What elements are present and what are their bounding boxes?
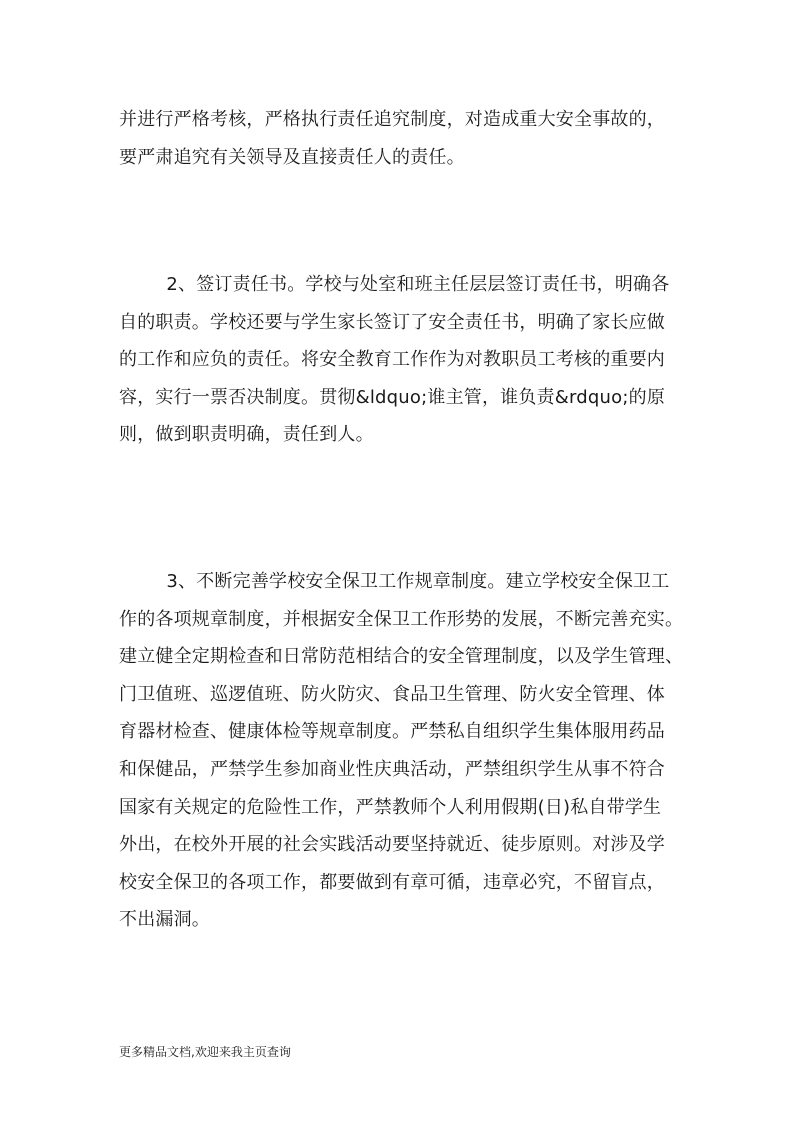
text-line: 并进行严格考核，严格执行责任追究制度，对造成重大安全事故的， <box>119 109 665 130</box>
text-line: 3、不断完善学校安全保卫工作规章制度。建立学校安全保卫工 <box>119 571 670 592</box>
text-line: 建立健全定期检查和日常防范相结合的安全管理制度，以及学生管理、 <box>119 646 684 668</box>
text-line: 外出，在校外开展的社会实践活动要坚持就近、徒步原则。对涉及学 <box>119 834 665 856</box>
text-line: 自的职责。学校还要与学生家长签订了安全责任书，明确了家长应做 <box>119 311 665 333</box>
text-line: 2、签订责任书。学校与处室和班主任层层签订责任书，明确各 <box>119 274 670 295</box>
text-line: 门卫值班、巡逻值班、防火防灾、食品卫生管理、防火安全管理、体 <box>119 683 665 705</box>
text-line: 要严肃追究有关领导及直接责任人的责任。 <box>119 146 465 168</box>
text-line: 育器材检查、健康体检等规章制度。严禁私自组织学生集体服用药品 <box>119 721 665 743</box>
text-line: 校安全保卫的各项工作，都要做到有章可循，违章必究，不留盲点， <box>119 871 665 893</box>
text-line: 国家有关规定的危险性工作，严禁教师个人利用假期(日)私自带学生 <box>119 796 662 818</box>
text-line: 则，做到职责明确，责任到人。 <box>119 424 374 446</box>
text-line: 容，实行一票否决制度。贯彻&ldquo;谁主管，谁负责&rdquo;的原 <box>119 386 666 408</box>
paragraph-3 <box>119 563 684 939</box>
text-line: 不出漏洞。 <box>119 909 210 931</box>
text-line: 的工作和应负的责任。将安全教育工作作为对教职员工考核的重要内 <box>119 349 665 371</box>
paragraph-2 <box>119 266 679 454</box>
footer-note: 更多精品文档,欢迎来我主页查询 <box>119 1045 291 1059</box>
text-line: 和保健品，严禁学生参加商业性庆典活动，严禁组织学生从事不符合 <box>119 758 665 780</box>
text-line: 作的各项规章制度，并根据安全保卫工作形势的发展，不断完善充实。 <box>119 608 684 630</box>
paragraph-1 <box>119 101 679 176</box>
